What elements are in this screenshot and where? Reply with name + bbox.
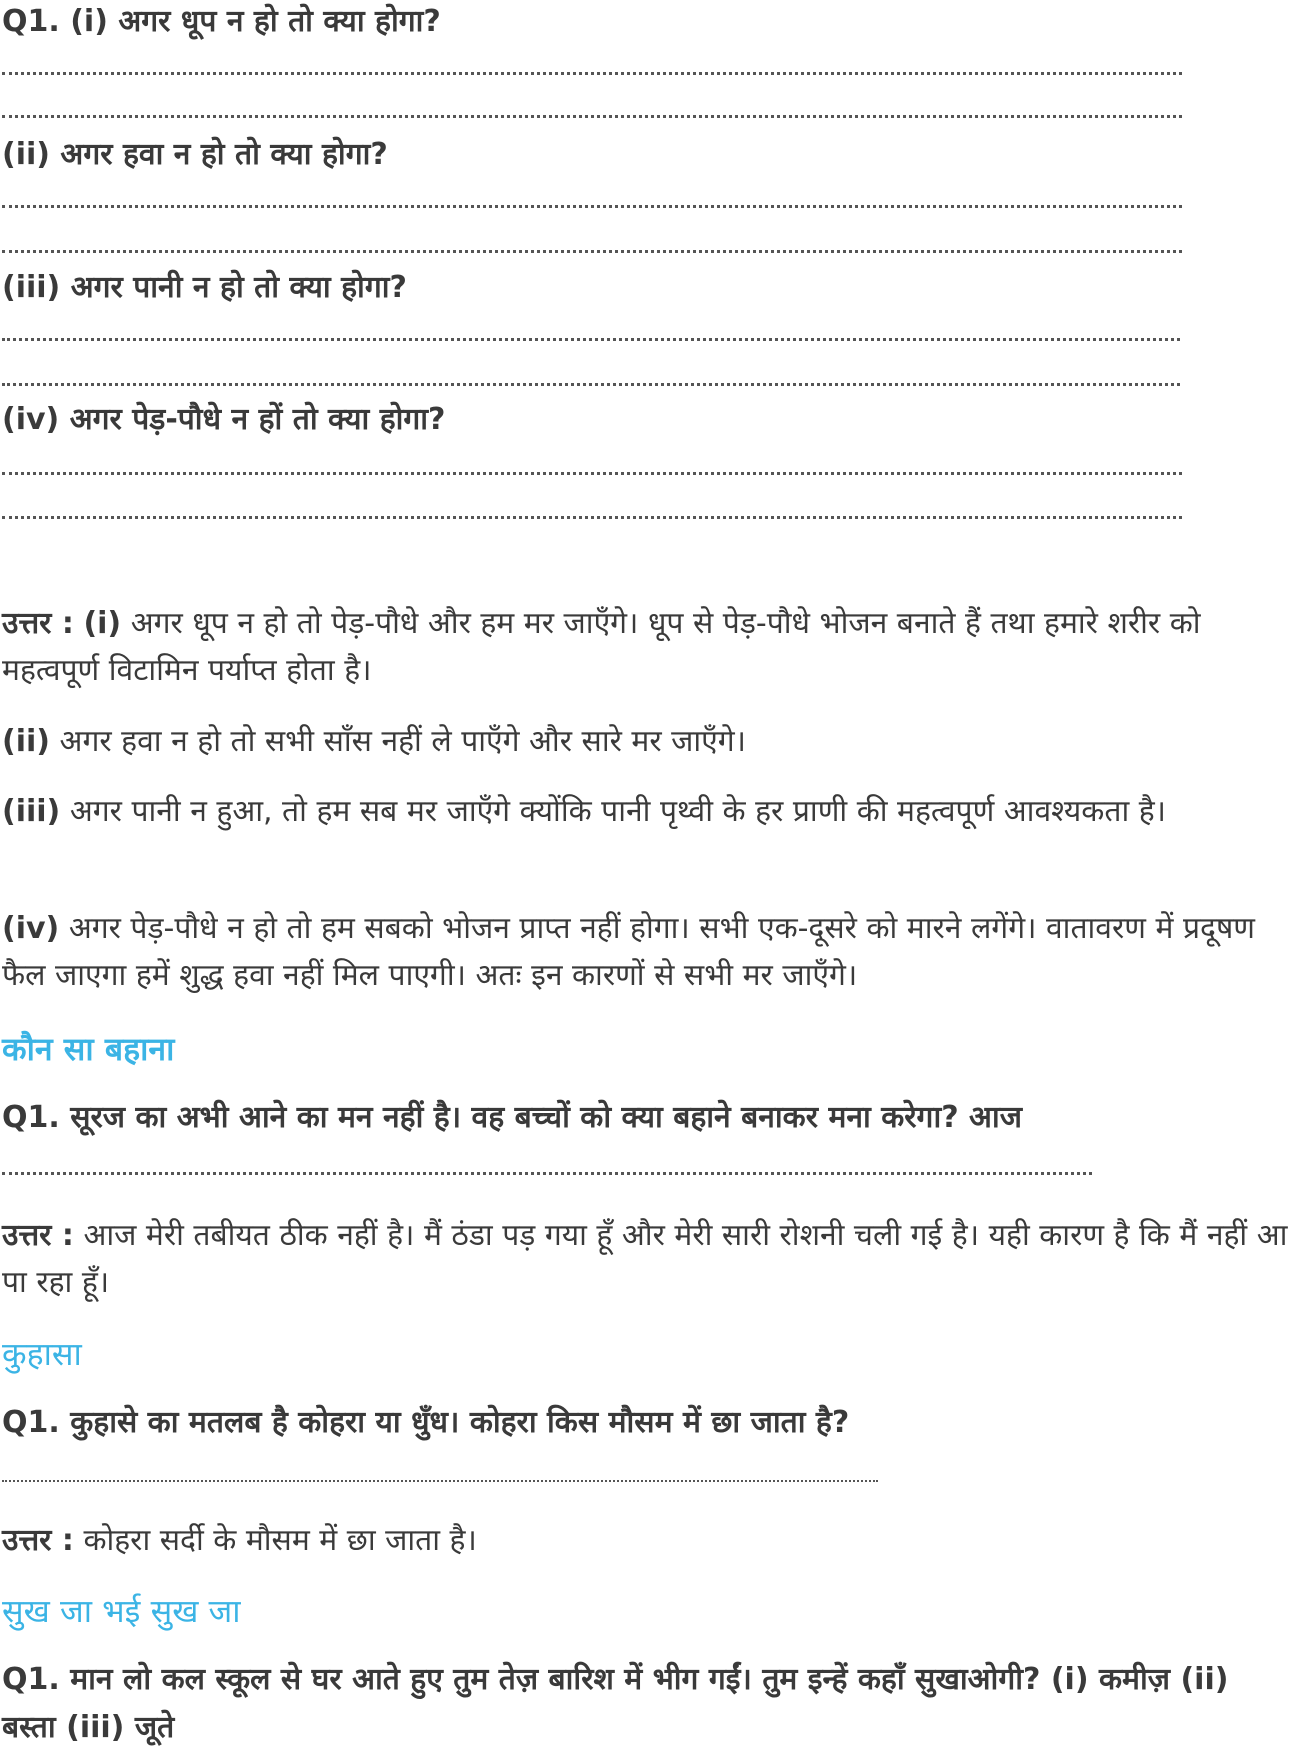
answer-blank-line [2, 1480, 878, 1482]
answer-text: अगर पानी न हुआ, तो हम सब मर जाएँगे क्योंकि पानी पृथ्वी के हर प्राणी की महत्वपूर्ण आवश्यकता है। [69, 794, 1167, 829]
question-q1-iv: (iv) अगर पेड़-पौधे न हों तो क्या होगा? [2, 402, 446, 437]
answer-number: (iv) [2, 911, 60, 946]
answer-label: उत्तर : [2, 606, 74, 641]
answer-text: आज मेरी तबीयत ठीक नहीं है। मैं ठंडा पड़ गया हूँ और मेरी सारी रोशनी चली गई है। यही कारण है कि मैं नहीं आ पा रहा हूँ। [2, 1218, 1288, 1300]
answer-label: उत्तर : [2, 1218, 74, 1253]
answer-blank-line [2, 115, 1182, 118]
answer-text: अगर पेड़-पौधे न हो तो हम सबको भोजन प्राप्त नहीं होगा। सभी एक-दूसरे को मारने लगेंगे। वातावरण में प्रदूषण फैल जाएगा हमें शुद्ध हवा नहीं मिल पाएगी। अतः इन कारणों से सभी मर जाएँगे। [2, 911, 1255, 993]
section-heading-sukh: सुख जा भई सुख जा [2, 1592, 241, 1630]
answer-kuhasa [2, 1517, 1292, 1564]
section-heading-bahana: कौन सा बहाना [2, 1030, 175, 1068]
question-q1-ii: (ii) अगर हवा न हो तो क्या होगा? [2, 137, 388, 172]
answer-number: (iii) [2, 794, 61, 829]
answer-number: (ii) [2, 724, 50, 759]
answer-label: उत्तर : [2, 1523, 74, 1558]
answer-blank-line [2, 1172, 1092, 1175]
section-heading-kuhasa: कुहासा [2, 1335, 82, 1373]
answer-ii [2, 718, 1292, 765]
answer-text: अगर धूप न हो तो पेड़-पौधे और हम मर जाएँगे। धूप से पेड़-पौधे भोजन बनाते हैं तथा हमारे शरीर को महत्वपूर्ण विटामिन पर्याप्त होता है। [2, 606, 1201, 688]
question-q1-i: Q1. (i) अगर धूप न हो तो क्या होगा? [2, 4, 441, 39]
answer-number: (i) [83, 606, 122, 641]
question-q1-iii: (iii) अगर पानी न हो तो क्या होगा? [2, 270, 407, 305]
question-bahana: Q1. सूरज का अभी आने का मन नहीं है। वह बच्चों को क्या बहाने बनाकर मना करेगा? आज [2, 1100, 1022, 1135]
answer-iii [2, 788, 1292, 835]
answer-blank-line [2, 338, 1180, 341]
answer-i [2, 600, 1292, 694]
answer-blank-line [2, 472, 1182, 475]
answer-blank-line [2, 516, 1182, 519]
answer-text: अगर हवा न हो तो सभी साँस नहीं ले पाएँगे और सारे मर जाएँगे। [59, 724, 747, 759]
question-kuhasa: Q1. कुहासे का मतलब है कोहरा या धुँध। कोहरा किस मौसम में छा जाता है? [2, 1405, 850, 1440]
answer-iv [2, 905, 1292, 999]
answer-bahana [2, 1212, 1292, 1306]
answer-text: कोहरा सर्दी के मौसम में छा जाता है। [83, 1523, 477, 1558]
question-sukh: Q1. मान लो कल स्कूल से घर आते हुए तुम तेज़ बारिश में भीग गईं। तुम इन्हें कहाँ सुखाओगी? (i) कमीज़ (ii) बस्ता (iii) जूते [2, 1662, 1229, 1745]
answer-blank-line [2, 72, 1182, 75]
answer-blank-line [2, 383, 1180, 386]
answer-blank-line [2, 205, 1182, 208]
answer-blank-line [2, 250, 1182, 253]
